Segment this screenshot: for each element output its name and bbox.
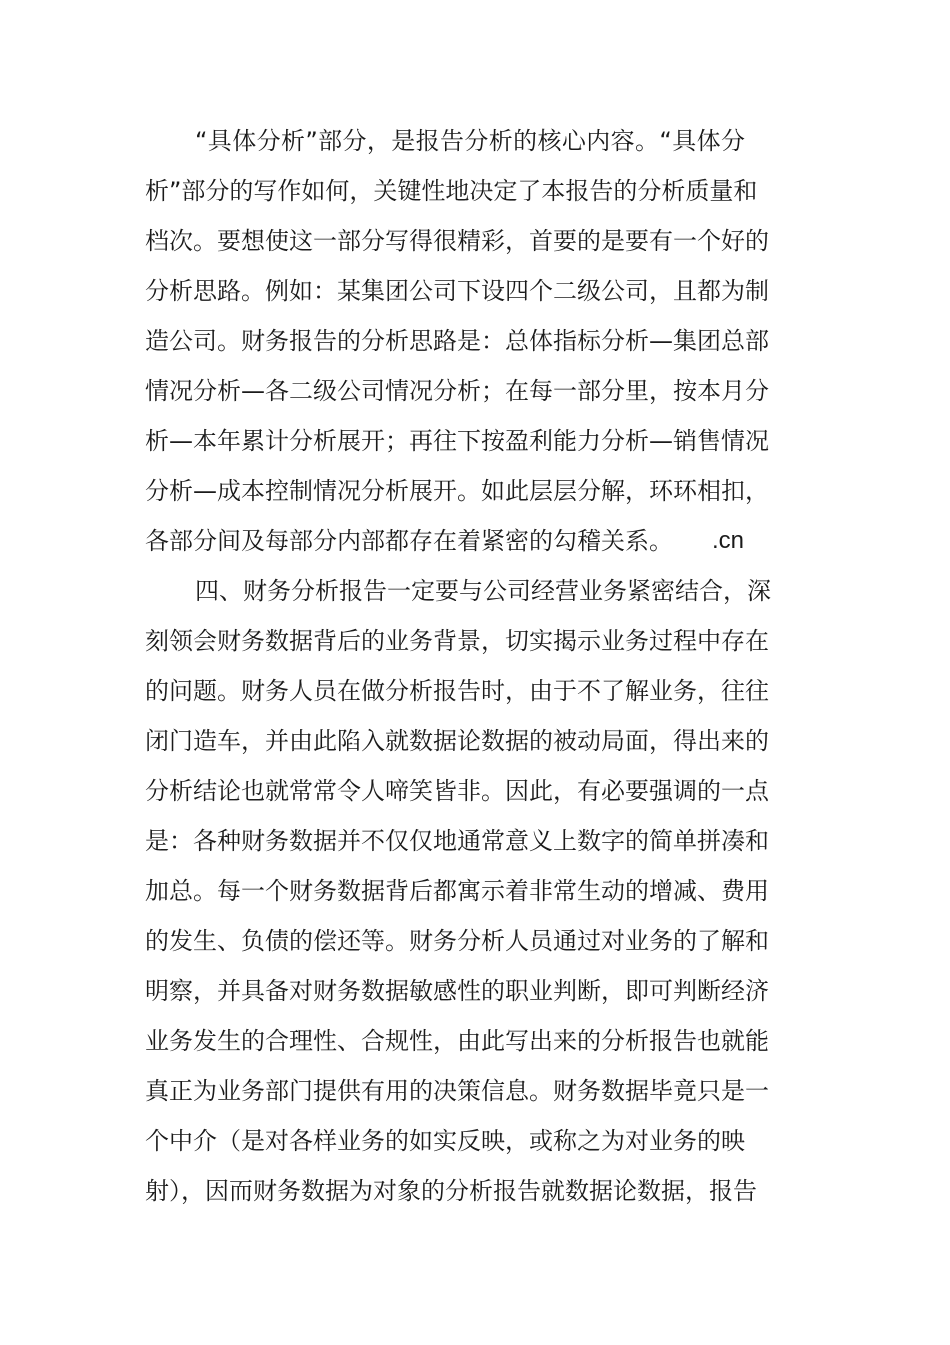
text-line: 是：各种财务数据并不仅仅地通常意义上数字的简单拼凑和: [145, 827, 769, 855]
text-line: 各部分间及每部分内部都存在着紧密的勾稽关系。: [145, 527, 673, 555]
text-line: 个中介（是对各样业务的如实反映，或称之为对业务的映: [145, 1127, 745, 1155]
text-line: 分析—成本控制情况分析展开。如此层层分解，环环相扣，: [145, 477, 769, 505]
text-line: 造公司。财务报告的分析思路是：总体指标分析—集团总部: [145, 327, 769, 355]
text-line: 档次。要想使这一部分写得很精彩，首要的是要有一个好的: [145, 227, 769, 255]
text-line: 的问题。财务人员在做分析报告时，由于不了解业务，往往: [145, 677, 769, 705]
text-line: 加总。每一个财务数据背后都寓示着非常生动的增减、费用: [145, 877, 769, 905]
text-line: 明察，并具备对财务数据敏感性的职业判断，即可判断经济: [145, 977, 769, 1005]
text-line: 四、财务分析报告一定要与公司经营业务紧密结合，深: [195, 577, 771, 605]
text-line: 分析思路。例如：某集团公司下设四个二级公司，且都为制: [145, 277, 769, 305]
domain-suffix-text: .cn: [712, 527, 745, 554]
text-line: 闭门造车，并由此陷入就数据论数据的被动局面，得出来的: [145, 727, 769, 755]
text-line: 析”部分的写作如何，关键性地决定了本报告的分析质量和: [145, 177, 758, 205]
text-line: 业务发生的合理性、合规性，由此写出来的分析报告也就能: [145, 1027, 769, 1055]
text-line: 分析结论也就常常令人啼笑皆非。因此，有必要强调的一点: [145, 777, 769, 805]
text-line: 真正为业务部门提供有用的决策信息。财务数据毕竟只是一: [145, 1077, 769, 1105]
text-line: “具体分析”部分，是报告分析的核心内容。“具体分: [195, 127, 745, 155]
text-line: 射），因而财务数据为对象的分析报告就数据论数据，报告: [145, 1177, 757, 1205]
text-line: 的发生、负债的偿还等。财务分析人员通过对业务的了解和: [145, 927, 769, 955]
text-line: 刻领会财务数据背后的业务背景，切实揭示业务过程中存在: [145, 627, 769, 655]
text-line: 情况分析—各二级公司情况分析；在每一部分里，按本月分: [145, 377, 769, 405]
text-line: 析—本年累计分析展开；再往下按盈利能力分析—销售情况: [145, 427, 769, 455]
